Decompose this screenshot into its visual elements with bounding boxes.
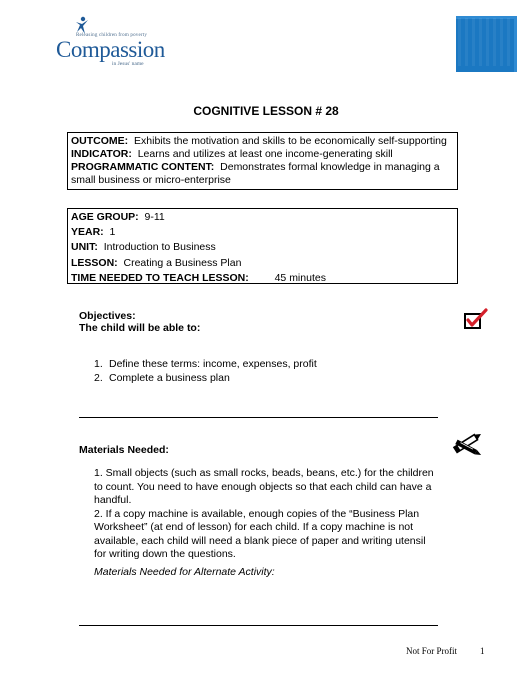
list-item <box>94 357 317 371</box>
section-divider <box>79 625 438 626</box>
indicator-label: INDICATOR: <box>71 148 132 160</box>
logo-tagline: Releasing children from poverty <box>76 33 148 38</box>
checkbox-icon <box>464 308 488 330</box>
year-label: YEAR: <box>71 226 104 239</box>
pencil-crayon-icon <box>451 432 487 458</box>
objectives-subheading: The child will be able to: <box>79 322 201 334</box>
materials-line: 2. If a copy machine is available, enough copies of the “Business Plan <box>94 507 420 520</box>
objectives-heading: Objectives: <box>79 310 136 322</box>
list-item-text: Complete a business plan <box>109 372 230 384</box>
compassion-logo <box>52 16 172 70</box>
year-line <box>71 225 453 240</box>
programmatic-content-label: PROGRAMMATIC CONTENT: <box>71 161 215 173</box>
indicator-line <box>71 148 453 161</box>
page-number: 1 <box>480 646 485 656</box>
materials-line: to count. You need to have enough objects so that each child can have a <box>94 480 432 493</box>
page-title: COGNITIVE LESSON # 28 <box>193 104 339 118</box>
time-needed-line <box>71 271 453 286</box>
lesson-details-box <box>67 208 458 284</box>
materials-line: 1. Small objects (such as small rocks, beads, beans, etc.) for the children <box>94 467 434 479</box>
materials-line: Worksheet” (at end of lesson) for each child. If a copy machine is not <box>94 521 414 533</box>
materials-line: for writing down the questions. <box>94 548 236 560</box>
list-item-number: 2. <box>94 372 103 384</box>
alternate-activity-materials: Materials Needed for Alternate Activity: <box>94 566 275 578</box>
materials-item-2 <box>94 508 444 562</box>
outcome-label: OUTCOME: <box>71 135 129 147</box>
lesson-label: LESSON: <box>71 256 118 269</box>
materials-line: handful. <box>94 494 132 506</box>
logo-subline: in Jesus' name <box>112 61 144 67</box>
indicator-value: Learns and utilizes at least one income-generating skill <box>137 148 393 160</box>
objectives-heading-block <box>79 310 200 334</box>
materials-heading: Materials Needed: <box>79 444 169 456</box>
materials-item-1 <box>94 467 444 508</box>
list-item <box>94 371 317 385</box>
logo-wordmark: Compassion <box>56 37 165 62</box>
footer-note: Not For Profit <box>406 646 458 656</box>
year-value: 1 <box>109 226 116 239</box>
programmatic-content-value: Demonstrates formal knowledge in managing a <box>220 161 440 173</box>
age-group-value: 9-11 <box>144 211 165 223</box>
lesson-line <box>71 256 453 271</box>
section-divider <box>79 417 438 418</box>
age-group-label: AGE GROUP: <box>71 211 139 223</box>
outcome-line <box>71 135 453 148</box>
lesson-value: Creating a Business Plan <box>123 256 242 269</box>
time-needed-label: TIME NEEDED TO TEACH LESSON: <box>71 271 249 284</box>
materials-line: available, each child will need a blank piece of paper and writing utensil <box>94 534 426 547</box>
unit-value: Introduction to Business <box>103 241 216 254</box>
unit-line <box>71 240 453 255</box>
list-item-number: 1. <box>94 358 103 370</box>
time-needed-value: 45 minutes <box>274 271 326 284</box>
list-item-text: Define these terms: income, expenses, profit <box>109 358 317 370</box>
unit-label: UNIT: <box>71 241 98 254</box>
outcome-box <box>67 132 458 190</box>
outcome-value: Exhibits the motivation and skills to be economically self-supporting <box>134 135 447 147</box>
objectives-list <box>94 357 317 385</box>
blue-corner-block <box>456 16 517 72</box>
age-group-line <box>71 210 453 225</box>
programmatic-content-line <box>71 161 453 174</box>
programmatic-content-continued: small business or micro-enterprise <box>71 174 231 186</box>
materials-list <box>94 467 444 562</box>
